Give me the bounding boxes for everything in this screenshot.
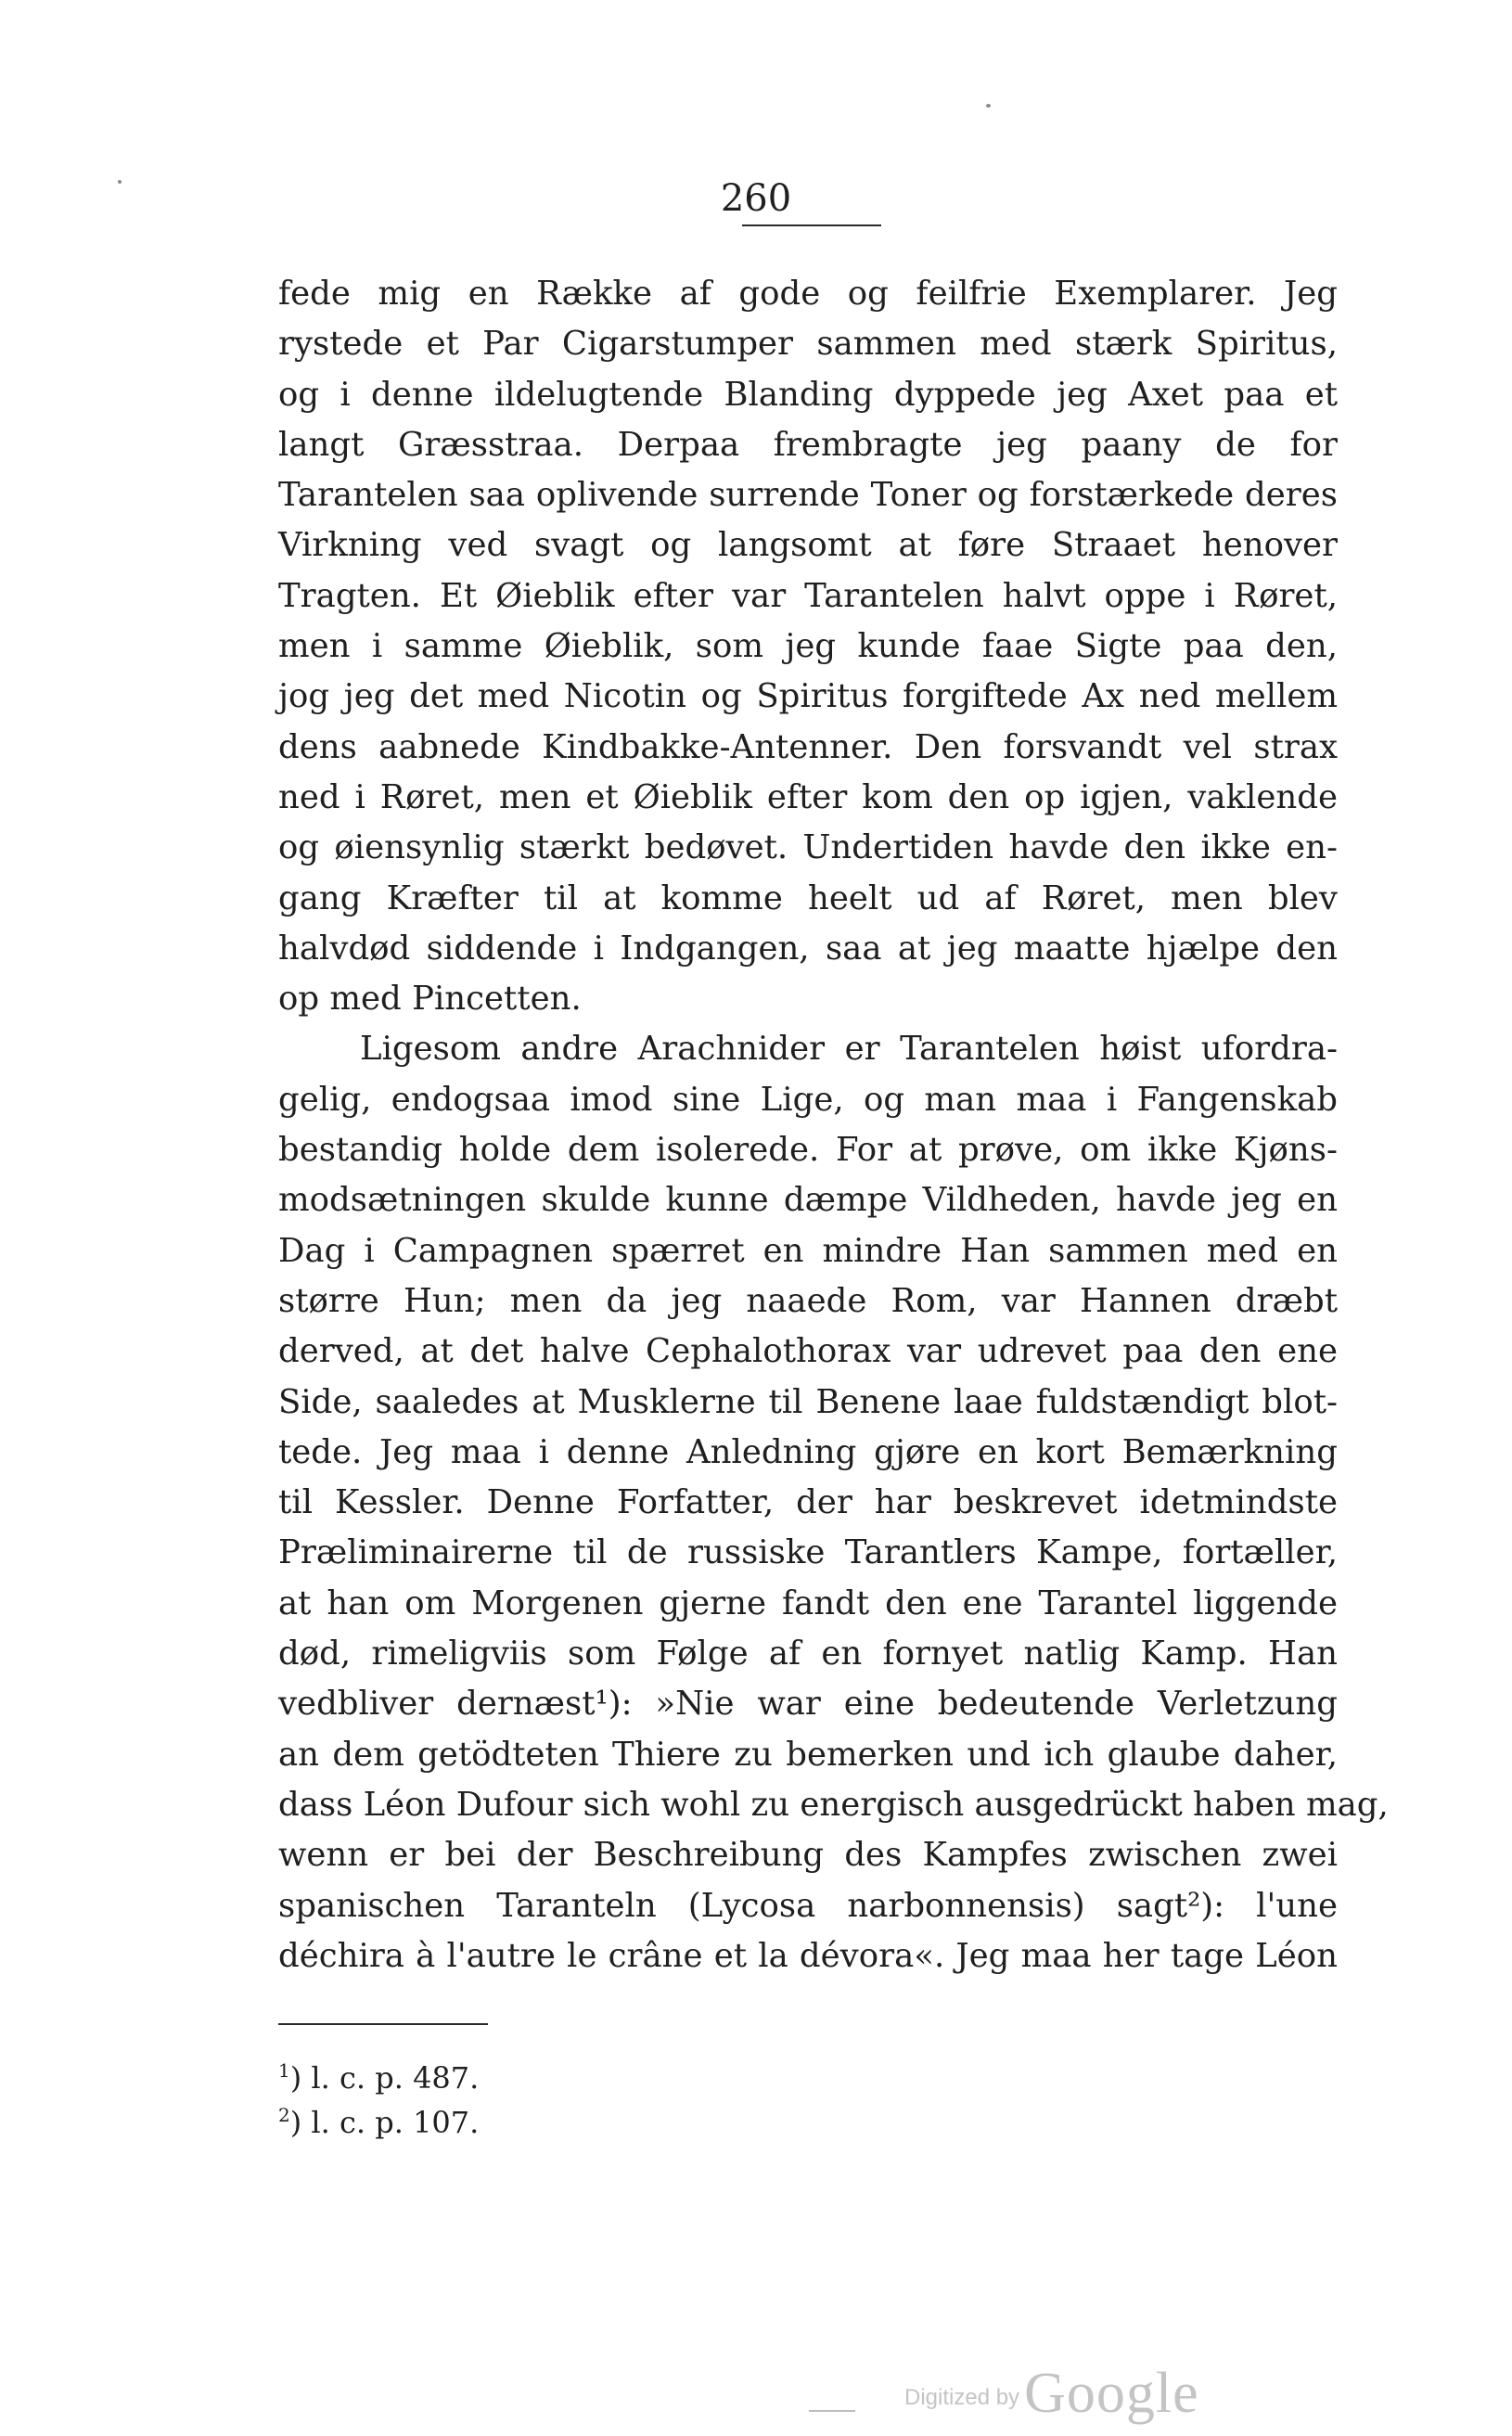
text-line: Virkning ved svagt og langsomt at føre Straaet henover — [278, 526, 1338, 565]
footnote-text: ) l. c. p. 107. — [289, 2105, 480, 2140]
footnote-mark: 2 — [278, 2104, 290, 2126]
scan-dash — [809, 2410, 855, 2412]
text-line: halvdød siddende i Indgangen, saa at jeg maatte hjælpe den — [278, 929, 1338, 968]
text-line: ned i Røret, men et Øieblik efter kom den op igjen, vaklende — [278, 777, 1338, 816]
text-line: déchira à l'autre le crâne et la dévora«. Jeg maa her tage Léon — [278, 1936, 1338, 1975]
text-line: til Kessler. Denne Forfatter, der har beskrevet idetmindste — [278, 1483, 1338, 1522]
text-line: dass Léon Dufour sich wohl zu energisch ausgedrückt haben mag, — [278, 1785, 1389, 1824]
text-line: bestandig holde dem isolerede. For at prøve, om ikke Kjøns- — [278, 1131, 1338, 1170]
footnote-rule — [278, 2023, 488, 2025]
text-line: dens aabnede Kindbakke-Antenner. Den forsvandt vel strax — [278, 727, 1338, 766]
paragraph-2 — [278, 1024, 1389, 1981]
text-line: Tarantelen saa oplivende surrende Toner og forstærkede deres — [278, 476, 1338, 515]
text-line: jog jeg det med Nicotin og Spiritus forgiftede Ax ned mellem — [278, 677, 1338, 716]
text-line: Tragten. Et Øieblik efter var Tarantelen halvt oppe i Røret, — [278, 576, 1338, 615]
text-line: død, rimeligviis som Følge af en fornyet natlig Kamp. Han — [278, 1635, 1338, 1673]
text-line: fede mig en Række af gode og feilfrie Exemplarer. Jeg — [278, 275, 1338, 313]
text-line: spanischen Taranteln (Lycosa narbonnensis) sagt²): l'une — [278, 1886, 1338, 1925]
text-line: op med Pincetten. — [278, 980, 582, 1019]
scan-speck — [986, 104, 991, 108]
text-line: an dem getödteten Thiere zu bemerken und ich glaube daher, — [278, 1735, 1338, 1774]
text-line: men i samme Øieblik, som jeg kunde faae Sigte paa den, — [278, 627, 1338, 666]
footnotes — [278, 2048, 1020, 2140]
page-number-rule — [742, 224, 881, 226]
text-line: Præliminairerne til de russiske Tarantlers Kampe, fortæller, — [278, 1533, 1338, 1572]
text-line: og øiensynlig stærkt bedøvet. Undertiden havde den ikke en- — [278, 828, 1338, 867]
footnote-1 — [278, 2048, 1020, 2096]
text-line: wenn er bei der Beschreibung des Kampfes zwischen zwei — [278, 1836, 1338, 1875]
text-line: og i denne ildelugtende Blanding dyppede jeg Axet paa et — [278, 375, 1338, 414]
text-line: Side, saaledes at Musklerne til Benene laae fuldstændigt blot- — [278, 1382, 1338, 1421]
text-line: gelig, endogsaa imod sine Lige, og man maa i Fangenskab — [278, 1080, 1338, 1119]
google-logo: Google — [1024, 2362, 1199, 2425]
text-line: tede. Jeg maa i denne Anledning gjøre en kort Bemærkning — [278, 1432, 1338, 1471]
scan-speck — [118, 180, 122, 184]
text-line: at han om Morgenen gjerne fandt den ene Tarantel liggende — [278, 1583, 1338, 1622]
digitized-by-watermark — [904, 2361, 1238, 2426]
text-line: Dag i Campagnen spærret en mindre Han sammen med en — [278, 1231, 1338, 1270]
text-line: derved, at det halve Cephalothorax var udrevet paa den ene — [278, 1332, 1338, 1371]
page-number: 260 — [720, 177, 792, 220]
text-line: Ligesom andre Arachnider er Tarantelen høist ufordra- — [360, 1030, 1338, 1069]
text-line: gang Kræfter til at komme heelt ud af Røret, men blev — [278, 878, 1338, 917]
text-line: vedbliver dernæst¹): »Nie war eine bedeutende Verletzung — [278, 1685, 1338, 1724]
watermark-prefix: Digitized by — [904, 2385, 1020, 2410]
paragraph-1 — [278, 269, 1338, 1024]
body-text — [278, 269, 1389, 1981]
text-line: langt Græsstraa. Derpaa frembragte jeg paany de for — [278, 425, 1338, 464]
footnote-mark: 1 — [278, 2059, 290, 2082]
text-line: rystede et Par Cigarstumper sammen med stærk Spiritus, — [278, 325, 1338, 364]
text-line: modsætningen skulde kunne dæmpe Vildheden, havde jeg en — [278, 1181, 1338, 1220]
footnote-2 — [278, 2093, 1020, 2140]
text-line: større Hun; men da jeg naaede Rom, var Hannen dræbt — [278, 1281, 1338, 1320]
footnote-text: ) l. c. p. 487. — [289, 2060, 480, 2096]
